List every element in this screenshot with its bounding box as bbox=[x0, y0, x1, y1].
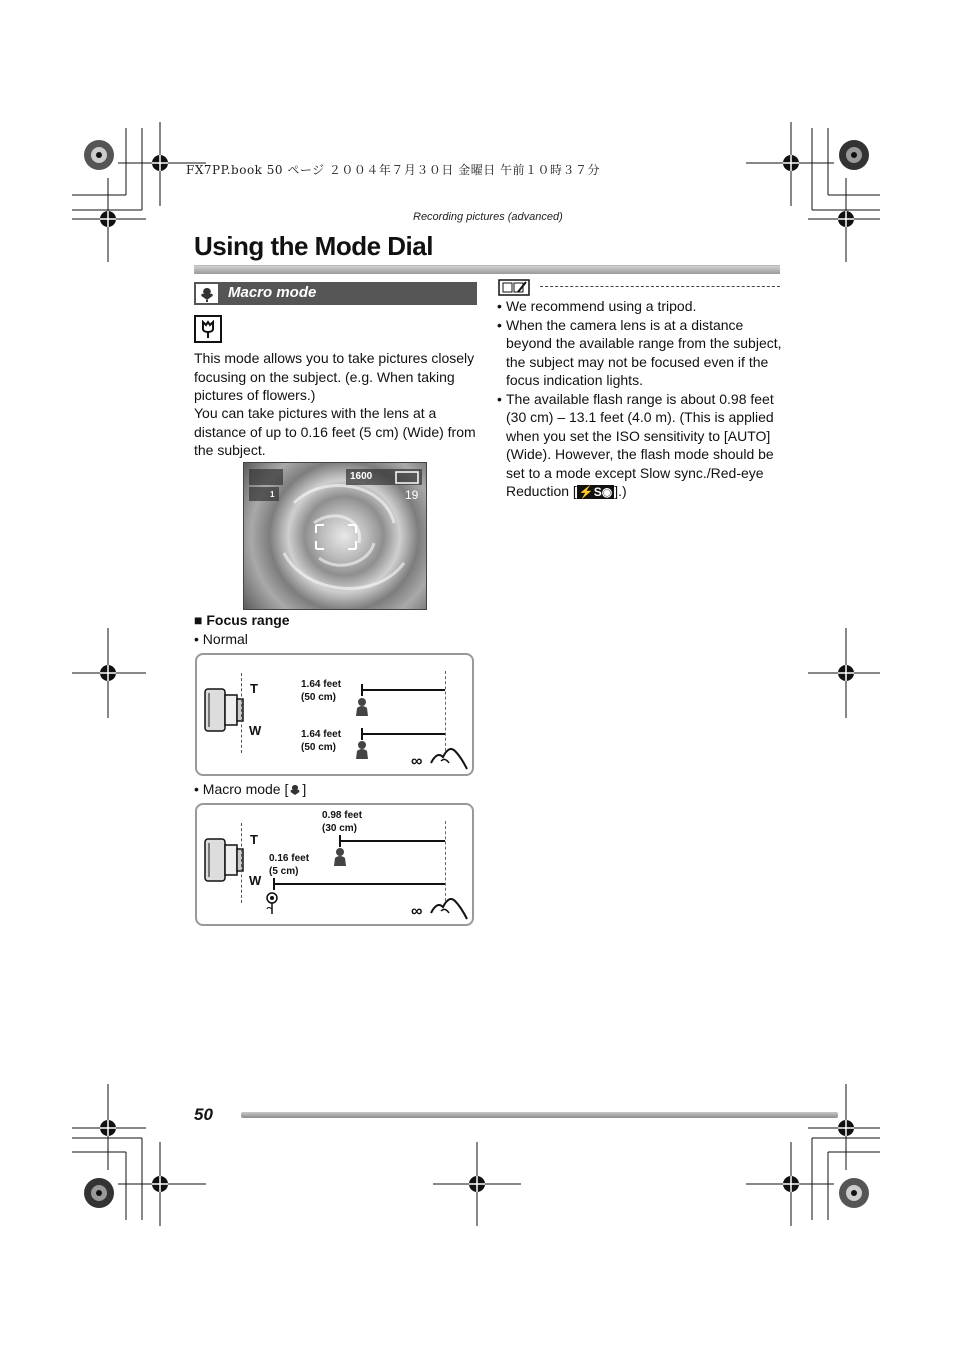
wide-distance: 1.64 feet bbox=[301, 729, 342, 740]
wide-label: W bbox=[249, 873, 262, 888]
person-icon bbox=[355, 740, 369, 760]
iso-indicator: 1600 bbox=[350, 471, 373, 482]
infinity-marker-line bbox=[445, 671, 446, 751]
page-title: Using the Mode Dial bbox=[194, 231, 433, 261]
camera-icon bbox=[203, 685, 245, 735]
running-head: Recording pictures (advanced) bbox=[413, 211, 563, 223]
macro-flower-icon bbox=[196, 284, 218, 303]
flower-icon bbox=[265, 891, 279, 915]
wide-range-line bbox=[361, 733, 445, 735]
intro-paragraph-2: You can take pictures with the lens at a distance of up to 0.16 feet (5 cm) (Wide) from the subject. bbox=[194, 405, 476, 458]
print-header: FX7PP.book 50 ページ ２００４年７月３０日 金曜日 午前１０時３７分 bbox=[186, 163, 601, 177]
note-divider bbox=[540, 286, 780, 287]
wide-distance-cm: (5 cm) bbox=[269, 866, 299, 877]
tele-range-line bbox=[339, 840, 445, 842]
note-item bbox=[497, 297, 782, 316]
wide-label: W bbox=[249, 723, 262, 738]
camera-icon bbox=[203, 835, 245, 885]
tele-label: T bbox=[250, 832, 258, 847]
footer-rule bbox=[241, 1112, 838, 1118]
note-text: The available flash range is about 0.98 feet (30 cm) – 13.1 feet (4.0 m). (This is applied when you set the ISO sensitivity to [AUTO] (Wide). However, the flash mode should be set to a mode except Slow sync./Red-eye Reduction [ bbox=[506, 390, 774, 499]
note-item bbox=[497, 390, 782, 501]
tele-distance: 0.98 feet bbox=[322, 810, 363, 821]
stabilizer-indicator: 1 bbox=[270, 490, 275, 499]
wide-distance: 0.16 feet bbox=[269, 853, 310, 864]
tele-distance: 1.64 feet bbox=[301, 679, 342, 690]
focus-range-heading: ■ Focus range bbox=[194, 612, 290, 628]
normal-label: • Normal bbox=[194, 631, 248, 647]
lcd-preview-image bbox=[243, 462, 427, 610]
wide-distance-cm: (50 cm) bbox=[301, 742, 337, 753]
title-rule bbox=[194, 265, 780, 274]
remaining-shots: 19 bbox=[405, 488, 419, 502]
page-number: 50 bbox=[194, 1105, 213, 1124]
macro-label-suffix: ] bbox=[302, 781, 307, 797]
wide-range-line bbox=[273, 883, 445, 885]
tele-distance-cm: (30 cm) bbox=[322, 823, 358, 834]
mountain-icon bbox=[429, 743, 469, 771]
macro-label bbox=[194, 781, 306, 797]
normal-focus-diagram bbox=[195, 653, 474, 776]
infinity-symbol: ∞ bbox=[411, 753, 423, 770]
tele-range-line bbox=[361, 689, 445, 691]
section-header bbox=[194, 282, 477, 305]
infinity-marker-line bbox=[445, 821, 446, 901]
macro-label-prefix: • Macro mode [ bbox=[194, 781, 289, 797]
person-icon bbox=[355, 697, 369, 717]
macro-mode-dial-icon bbox=[194, 315, 222, 343]
macro-focus-diagram bbox=[195, 803, 474, 926]
macro-flower-icon bbox=[288, 783, 302, 797]
note-text-end: ].) bbox=[614, 483, 627, 499]
rose-image bbox=[244, 463, 427, 610]
flash-redeye-icon: ⚡S◉ bbox=[578, 485, 613, 499]
intro-paragraph-1: This mode allows you to take pictures closely focusing on the subject. (e.g. When taking pictures of flowers.) bbox=[194, 350, 475, 403]
person-icon bbox=[333, 847, 347, 867]
tele-distance-cm: (50 cm) bbox=[301, 692, 337, 703]
mountain-icon bbox=[429, 893, 469, 921]
infinity-symbol: ∞ bbox=[411, 903, 423, 920]
note-text: We recommend using a tripod. bbox=[506, 298, 697, 314]
notes-list bbox=[497, 297, 782, 501]
note-text: When the camera lens is at a distance beyond the available range from the subject, the subject may not be focused even if the focus indication lights. bbox=[506, 316, 782, 388]
tele-label: T bbox=[250, 681, 258, 696]
section-title: Macro mode bbox=[228, 284, 317, 301]
note-item bbox=[497, 316, 782, 390]
